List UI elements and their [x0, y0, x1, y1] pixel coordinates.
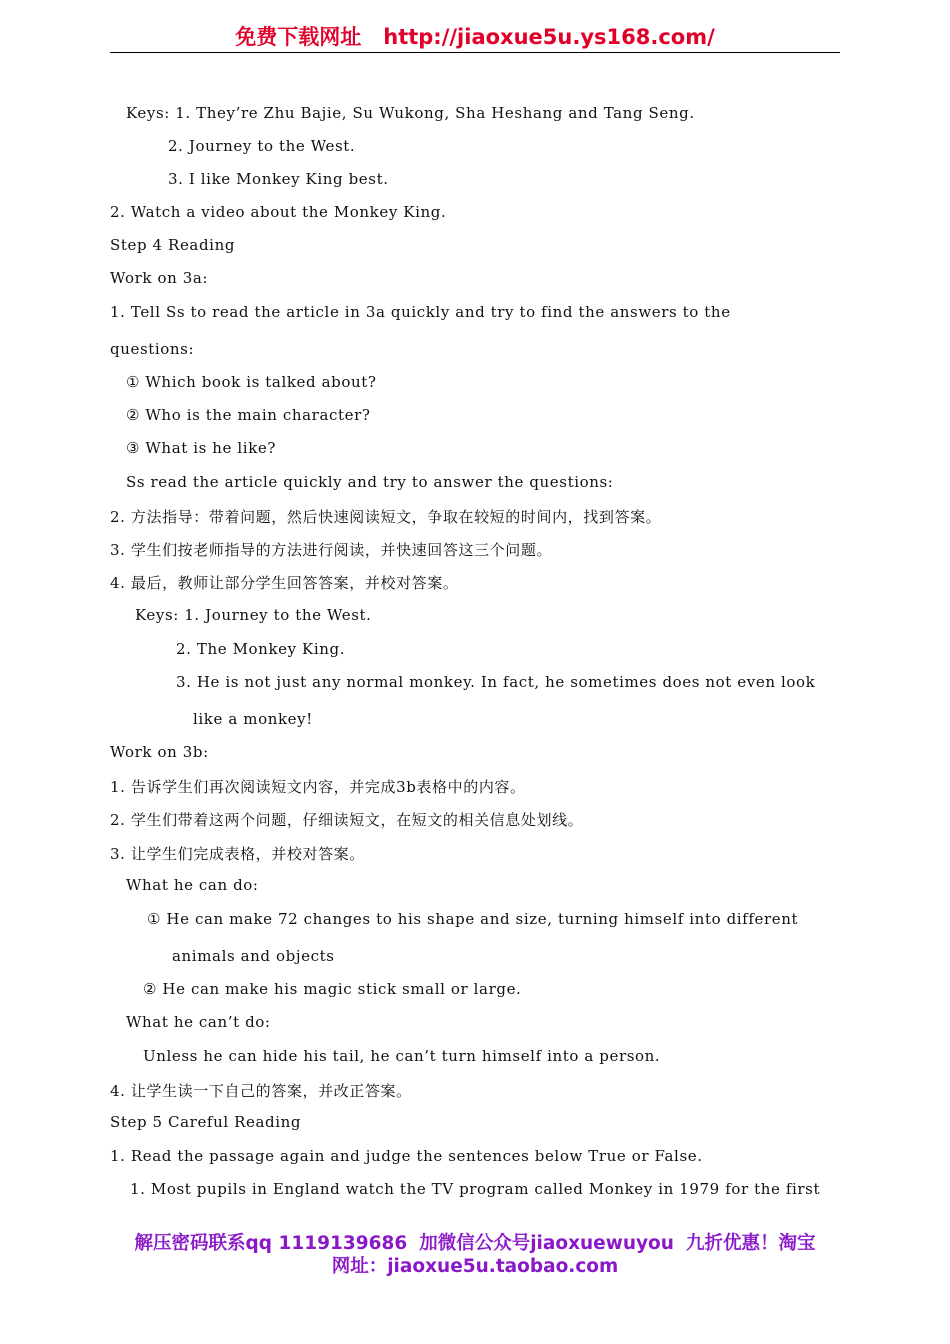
what-he-can-do-heading: What he can do:	[126, 876, 259, 894]
question-2: ② Who is the main character?	[126, 406, 371, 424]
footer-password-contact: 解压密码联系qq 1119139686	[134, 1233, 408, 1254]
footer-discount: 九折优惠！淘宝	[685, 1233, 816, 1254]
students-answer-line: 3. 学生们按老师指导的方法进行阅读，并快速回答这三个问题。	[110, 541, 553, 559]
work-on-3a-heading: Work on 3a:	[110, 269, 209, 287]
true-false-item-1: 1. Most pupils in England watch the TV program called Monkey in 1979 for the first	[130, 1180, 821, 1198]
keys-line-2: 2. Journey to the West.	[168, 137, 356, 155]
can-do-item-2: ② He can make his magic stick small or large.	[143, 980, 522, 998]
teacher-check-line: 4. 最后，教师让部分学生回答答案，并校对答案。	[110, 574, 459, 592]
keys-line-1: Keys: 1. They’re Zhu Bajie, Su Wukong, Sha Heshang and Tang Seng.	[126, 104, 695, 122]
keys-3a-line-1: Keys: 1. Journey to the West.	[135, 606, 372, 624]
keys-line-3: 3. I like Monkey King best.	[168, 170, 389, 188]
method-guidance-line: 2. 方法指导：带着问题，然后快速阅读短文，争取在较短的时间内，找到答案。	[110, 508, 662, 526]
complete-table-line: 3. 让学生们完成表格，并校对答案。	[110, 845, 365, 863]
reread-line: 1. 告诉学生们再次阅读短文内容，并完成3b表格中的内容。	[110, 778, 526, 796]
true-false-instruction: 1. Read the passage again and judge the sentences below True or False.	[110, 1147, 703, 1165]
question-3: ③ What is he like?	[126, 439, 277, 457]
can-do-item-1-cont: animals and objects	[172, 947, 335, 965]
instruction-line-cont: questions:	[110, 340, 195, 358]
underline-line: 2. 学生们带着这两个问题，仔细读短文，在短文的相关信息处划线。	[110, 811, 584, 829]
keys-3a-line-3-cont: like a monkey!	[193, 710, 313, 728]
instruction-line: 1. Tell Ss to read the article in 3a quickly and try to find the answers to the	[110, 303, 731, 321]
step-4-heading: Step 4 Reading	[110, 236, 236, 254]
keys-3a-line-3: 3. He is not just any normal monkey. In fact, he sometimes does not even look	[176, 673, 816, 691]
question-1: ① Which book is talked about?	[126, 373, 377, 391]
footer-line-2	[110, 1252, 840, 1278]
step-5-heading: Step 5 Careful Reading	[110, 1113, 302, 1131]
header-url-link[interactable]: http://jiaoxue5u.ys168.com/	[383, 25, 715, 49]
footer-wechat: 加微信公众号jiaoxuewuyou	[419, 1233, 674, 1254]
work-on-3b-heading: Work on 3b:	[110, 743, 209, 761]
footer-taobao-link[interactable]: 网址：jiaoxue5u.taobao.com	[331, 1256, 619, 1277]
page-header	[110, 22, 840, 53]
what-he-cant-do-heading: What he can’t do:	[126, 1013, 271, 1031]
cant-do-item: Unless he can hide his tail, he can’t turn himself into a person.	[143, 1047, 661, 1065]
students-read-line: Ss read the article quickly and try to answer the questions:	[126, 473, 614, 491]
header-label: 免费下载网址	[235, 25, 362, 49]
watch-video-line: 2. Watch a video about the Monkey King.	[110, 203, 447, 221]
can-do-item-1: ① He can make 72 changes to his shape and size, turning himself into different	[147, 910, 799, 928]
correct-answers-line: 4. 让学生读一下自己的答案，并改正答案。	[110, 1082, 412, 1100]
keys-3a-line-2: 2. The Monkey King.	[176, 640, 346, 658]
